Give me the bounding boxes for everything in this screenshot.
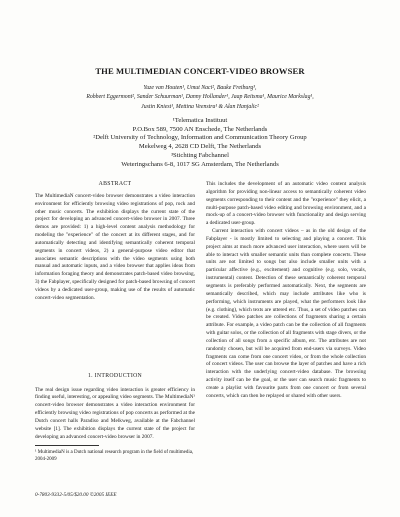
affiliation-line: ¹Telematica Instituut — [172, 117, 228, 124]
copyright-line: 0-7803-9332-5/05/$20.00 ©2005 IEEE — [35, 492, 117, 498]
author-line: Robbert Eggermont², Sander Schuurman¹, Danny Hollander¹, Jaap Reitsma¹, Maurice Markslag¹, — [86, 94, 314, 101]
affiliation-line: Weteringschans 6-8, 1017 SG Amsterdam, The Netherlands — [121, 160, 279, 168]
affiliations — [30, 117, 370, 169]
affiliation-line: P.O.Box 589, 7500 AN Enschede, The Netherlands — [132, 125, 268, 133]
footnote: ¹ MultimediaN is a Dutch national research program in the field of multimedia, 2004-2009 — [35, 450, 194, 463]
left-column — [35, 181, 195, 463]
introduction-text: The real design issue regarding video interaction is greater efficiency in finding useful, interesting, or appealing video segments. The MultimediaN¹ concert-video browser demonstrates a video interaction environment for efficiently browsing video registrations of pop concerts as performed at the Dutch concert halls Paradiso and Melkweg, available at the Fabchannel website [1]. The exhibition displays the current state of the project for developing an advanced concert-video browser in 2007. — [35, 386, 195, 440]
author-line: Justin Kniest¹, Mettina Veenstra¹ & Alan Hanjalic² — [141, 103, 259, 110]
introduction-heading: 1. INTRODUCTION — [87, 372, 143, 379]
affiliation-line: Mekelweg 4, 2628 CD Delft, The Netherlands — [138, 143, 262, 151]
body-paragraph: This includes the development of an automatic video content analysis algorithm for providing non-linear access to semantically coherent video segments corresponding to their content and the "experience" they elicit, a multi-purpose patch-based video editing and browsing environment, and a mock-up of a concert-video browser with functionality and design serving a dedicated user-group. — [206, 181, 366, 227]
paper-title: THE MULTIMEDIAN CONCERT-VIDEO BROWSER — [95, 66, 305, 76]
author-line: Yuze van Houten¹, Umut Naci², Bauke Freiburg³, — [143, 85, 257, 91]
footnote-divider — [35, 445, 99, 446]
author-list — [40, 84, 360, 112]
abstract-heading: ABSTRACT — [98, 181, 132, 187]
affiliation-line: ²Delft University of Technology, Information and Communication Theory Group — [93, 134, 307, 142]
affiliation-line: ³Stichting Fabchannel — [171, 151, 229, 159]
abstract-text: The MultimediaN concert-video browser demonstrates a video interaction environment for efficiently browsing video registrations of pop, rock and other music concerts. The exhibition displays the current state of the project for developing an advanced concert-video browser in 2007. Three demos are provided: 1) a high-level content analysis methodology for modeling the "experience" of the concert at its different stages, and for automatically detecting and identifying semantically coherent temporal segments in concert videos, 2) a general-purpose video editor that associates semantic descriptions with the video segments using both manual and automatic inputs, and a video browser that applies ideas from information foraging theory and demonstrates patch-based video browsing, 3) the Fabplayer, specifically designed for patch-based browsing of concert videos by a dedicated user-group, making use of the results of automatic concert-video segmentation. — [35, 192, 195, 301]
right-column — [206, 181, 366, 401]
body-paragraph: Current interaction with concert videos – as in the old design of the Fabplayer - is mostly limited to selecting and playing a concert. This project aims at much more advanced user interaction, where users will be able to interact with smaller semantic units than complete concerts. These units are not limited to songs but also include smaller units with a particular affective (e.g., excitement) and cognitive (e.g. solo, vocals, instrumental) content. Detection of these semantically coherent temporal segments is preferably performed automatically. Next, the segments are semantically described, which may include attributes like who is performing, which instruments are played, what the performers look like (e.g. clothing), which texts are uttered etc. Thus, a set of video patches can be created. Video patches are collections of fragments sharing a certain attribute. For example, a video patch can be the collection of all fragments with guitar solos, or the collection of all fragments with stage divers, or the collection of all songs from a specific album, etc. The attributes are not randomly chosen, but will be acquired from end-users via surveys. Video fragments can come from one concert video, or from the whole collection of concert videos. The user can browse the layer of patches and have a rich interaction with the underlying concert-video database. The browsing activity itself can be the goal, or the user can search music fragments to create a playlist with favourite parts from one concert or from several concerts, which can then be replayed or shared with other users. — [206, 228, 366, 399]
